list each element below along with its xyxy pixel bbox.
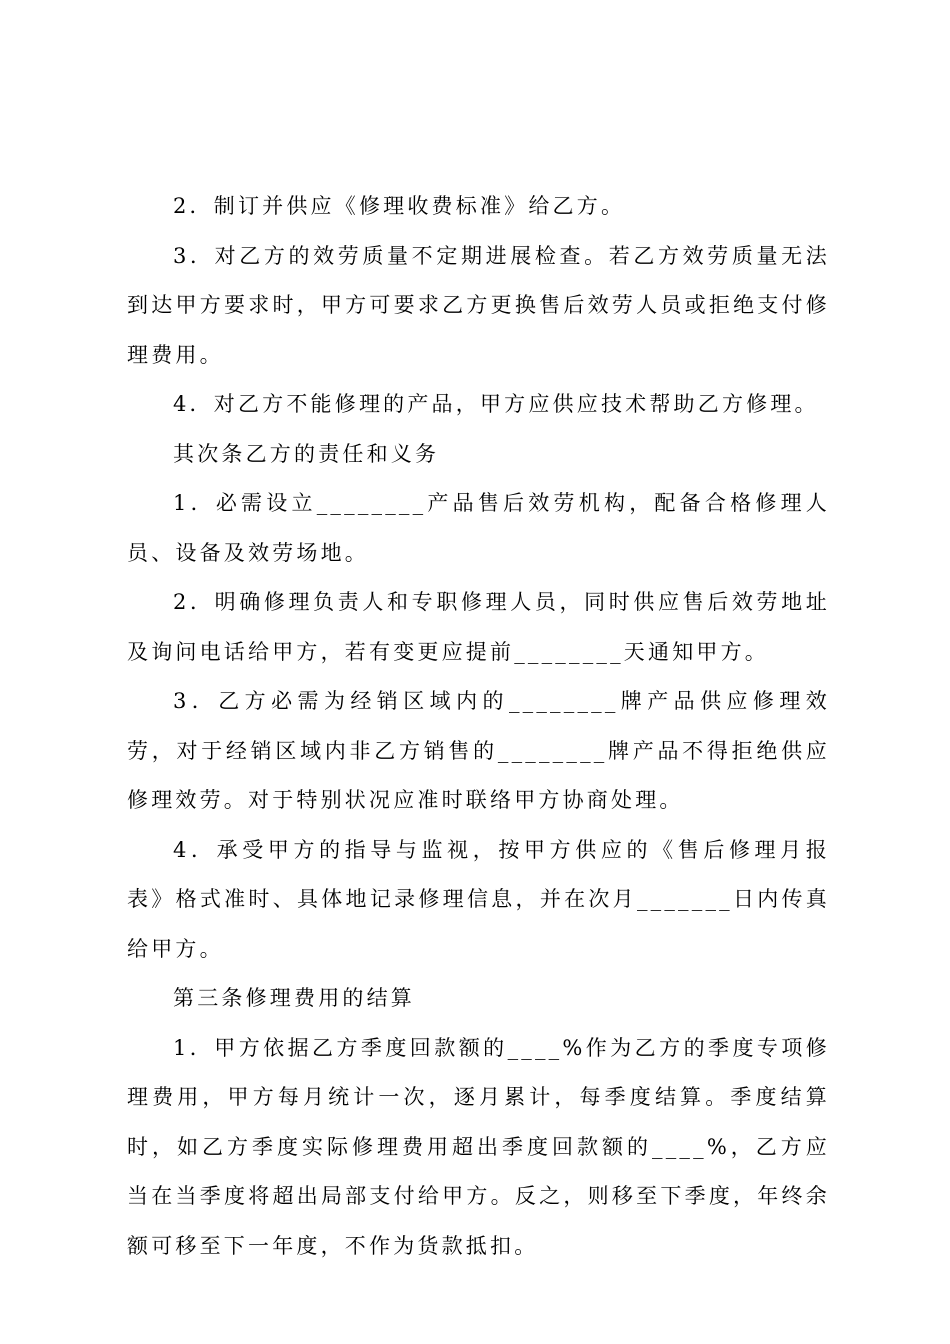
section-heading-3: 第三条修理费用的结算 <box>173 986 415 1010</box>
paragraph-7: 4．承受甲方的指导与监视，按甲方供应的《售后修理月报表》格式准时、具体地记录修理信息，并在次月_______日内传真给甲方。 <box>127 837 830 961</box>
paragraph-2: 3．对乙方的效劳质量不定期进展检查。若乙方效劳质量无法到达甲方要求时，甲方可要求乙方更换售后效劳人员或拒绝支付修理费用。 <box>127 243 830 367</box>
document-body <box>127 182 830 1271</box>
paragraph-8: 1．甲方依据乙方季度回款额的____%作为乙方的季度专项修理费用，甲方每月统计一次，逐月累计，每季度结算。季度结算时，如乙方季度实际修理费用超出季度回款额的____%，乙方应当在当季度将超出局部支付给甲方。反之，则移至下季度，年终余额可移至下一年度，不作为货款抵扣。 <box>127 1035 830 1258</box>
paragraph-4: 1．必需设立________产品售后效劳机构，配备合格修理人员、设备及效劳场地。 <box>127 491 830 565</box>
paragraph-5: 2．明确修理负责人和专职修理人员，同时供应售后效劳地址及询问电话给甲方，若有变更应提前________天通知甲方。 <box>127 590 830 664</box>
section-heading-2: 其次条乙方的责任和义务 <box>173 441 440 466</box>
paragraph-3: 4．对乙方不能修理的产品，甲方应供应技术帮助乙方修理。 <box>173 392 819 416</box>
paragraph-6: 3．乙方必需为经销区域内的________牌产品供应修理效劳，对于经销区域内非乙方销售的________牌产品不得拒绝供应修理效劳。对于特别状况应准时联络甲方协商处理。 <box>127 689 830 812</box>
paragraph-1: 2．制订并供应《修理收费标准》给乙方。 <box>173 194 626 218</box>
